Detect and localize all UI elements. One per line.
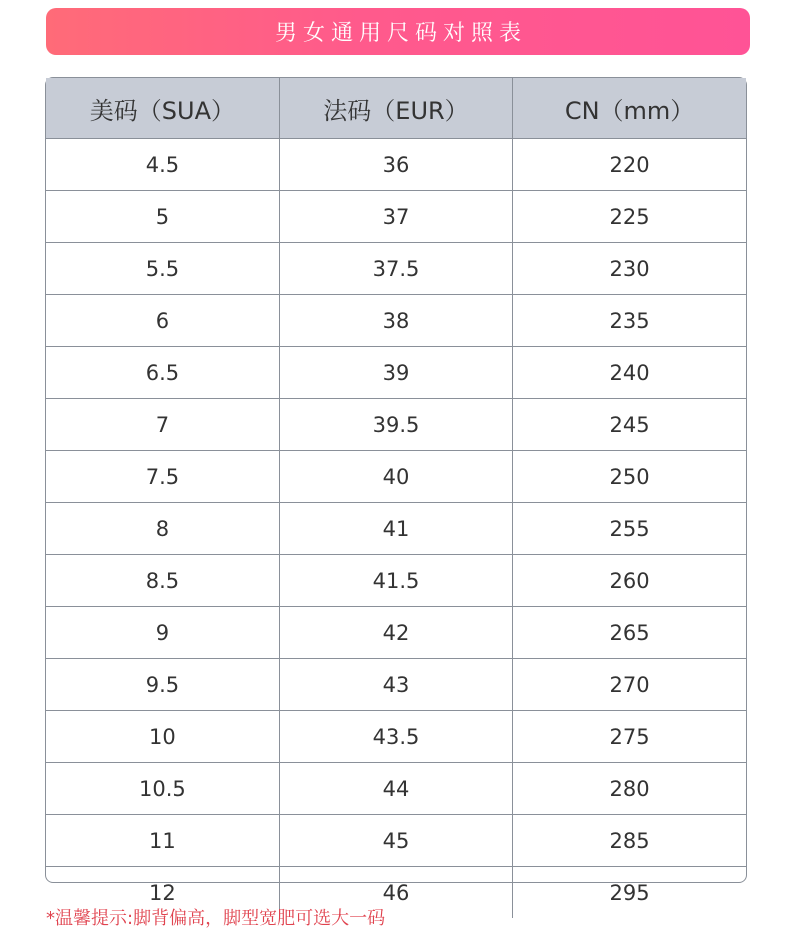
cn-size-cell: 280 [513, 763, 746, 815]
table-row [46, 555, 746, 607]
eur-size-cell: 40 [279, 451, 512, 503]
eur-size-cell: 36 [279, 139, 512, 191]
header-row [46, 78, 746, 139]
eur-size-cell: 41 [279, 503, 512, 555]
table-row [46, 139, 746, 191]
cn-size-cell: 255 [513, 503, 746, 555]
table-row [46, 763, 746, 815]
eur-size-cell: 39 [279, 347, 512, 399]
cn-size-cell: 220 [513, 139, 746, 191]
cn-size-cell: 250 [513, 451, 746, 503]
cn-size-cell: 295 [609, 880, 650, 905]
eur-size-cell: 44 [279, 763, 512, 815]
page-title-banner [46, 8, 750, 55]
table-header [46, 78, 746, 139]
us-size-cell: 6.5 [46, 347, 279, 399]
cn-size-cell: 270 [513, 659, 746, 711]
cn-size-cell: 245 [513, 399, 746, 451]
us-size-cell: 11 [46, 815, 279, 867]
us-size-cell: 10 [46, 711, 279, 763]
table-row [46, 607, 746, 659]
eur-size-cell: 41.5 [279, 555, 512, 607]
us-size-cell: 5.5 [46, 243, 279, 295]
us-size-cell: 8.5 [46, 555, 279, 607]
eur-size-cell: 38 [279, 295, 512, 347]
table-row [46, 503, 746, 555]
table-row [46, 399, 746, 451]
size-table [46, 78, 746, 918]
eur-size-cell: 39.5 [279, 399, 512, 451]
us-size-cell: 12 [46, 867, 279, 919]
us-size-cell: 7 [46, 399, 279, 451]
table-row [46, 191, 746, 243]
eur-size-cell: 43.5 [279, 711, 512, 763]
header-cn-size: CN（mm） [513, 78, 746, 139]
table-row [46, 295, 746, 347]
us-size-cell: 9.5 [46, 659, 279, 711]
eur-size-cell: 37 [279, 191, 512, 243]
eur-size-cell: 37.5 [279, 243, 512, 295]
cn-size-cell: 275 [513, 711, 746, 763]
us-size-cell: 6 [46, 295, 279, 347]
cn-size-cell: 240 [513, 347, 746, 399]
cn-size-cell: 230 [513, 243, 746, 295]
table-body [46, 139, 746, 919]
header-eur-size: 法码（EUR） [279, 78, 512, 139]
table-row [46, 243, 746, 295]
cn-size-cell: 260 [513, 555, 746, 607]
size-chart-table [45, 77, 747, 905]
cn-size-cell: 225 [513, 191, 746, 243]
cn-size-cell: 285 [513, 815, 746, 867]
header-us-size: 美码（SUA） [46, 78, 279, 139]
us-size-cell: 7.5 [46, 451, 279, 503]
table-row [46, 711, 746, 763]
us-size-cell: 8 [46, 503, 279, 555]
eur-size-cell: 42 [279, 607, 512, 659]
table-row [46, 347, 746, 399]
table-row [46, 815, 746, 867]
eur-size-cell: 46 [279, 867, 512, 919]
table-row [46, 451, 746, 503]
us-size-cell: 9 [46, 607, 279, 659]
cn-size-cell: 235 [513, 295, 746, 347]
eur-size-cell: 45 [279, 815, 512, 867]
us-size-cell: 5 [46, 191, 279, 243]
cn-size-cell: 265 [513, 607, 746, 659]
size-tip-note: *温馨提示:脚背偏高，脚型宽肥可选大一码 [46, 908, 386, 929]
page-title: 男女通用尺码对照表 [274, 21, 527, 46]
eur-size-cell: 43 [279, 659, 512, 711]
table-row [46, 659, 746, 711]
us-size-cell: 4.5 [46, 139, 279, 191]
us-size-cell: 10.5 [46, 763, 279, 815]
